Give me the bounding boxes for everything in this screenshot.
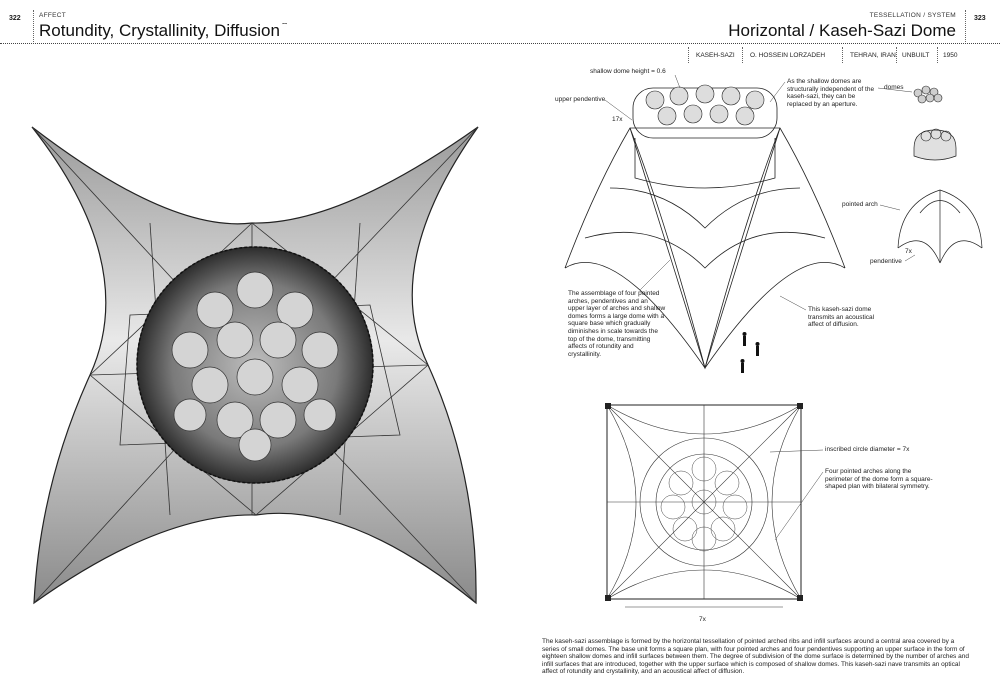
dimension-7x-small: 7x <box>905 248 912 255</box>
left-header-divider <box>33 10 34 42</box>
annotation-pointed-arch: pointed arch <box>842 201 878 208</box>
meta-status: UNBUILT <box>902 52 930 59</box>
meta-sep <box>937 47 938 63</box>
right-page-title: Horizontal / Kaseh-Sazi Dome <box>728 21 956 40</box>
annotation-domes: domes <box>884 84 904 91</box>
project-meta-row <box>688 47 968 65</box>
header-rule <box>0 43 1000 44</box>
annotation-circle-diameter: inscribed circle diameter = 7x <box>825 446 910 453</box>
annotation-assemblage: The assemblage of four pointed arches, pendentives and an upper layer of arches and shallow domes forms a large dome with a square base which gradually diminishes in scale towards the top of the dome, transmitting affects of rotundity and crystallinity. <box>568 290 666 358</box>
dimension-7x-plan: 7x <box>699 616 706 623</box>
rss-icon: ⌔ <box>280 21 289 30</box>
left-page-number: 322 <box>9 15 21 22</box>
meta-location: TEHRAN, IRAN <box>850 52 896 59</box>
meta-sep <box>742 47 743 63</box>
right-section-label: TESSELLATION / SYSTEM <box>869 12 956 19</box>
meta-sep <box>688 47 689 63</box>
annotation-dome-height: shallow dome height = 0.6 <box>590 68 666 75</box>
annotation-upper-pendentive: upper pendentive <box>555 96 606 103</box>
meta-architect: O. HOSSEIN LORZADEH <box>750 52 826 59</box>
right-page-number: 323 <box>974 15 986 22</box>
body-caption: The kaseh-sazi assemblage is formed by the horizontal tessellation of pointed arched ribs and infill surfaces around a central area covered by a series of small domes. The base unit forms a square plan, with four pointed arches and four pendentives supporting an upper surface in the form of eighteen shallow domes and infill surfaces between them. The degree of subdivision of the dome surface is determined by the number of arches and infill surfaces that are introduced, together with the upper surface which is composed of shallow domes. This kaseh-sazi nave transmits an optical affect of rotundity and crystallinity, and an acoustical affect of diffusion. <box>542 638 969 676</box>
annotation-shallow-domes: As the shallow domes are structurally independent of the kaseh-sazi, they can be replaced by an aperture. <box>787 78 875 108</box>
meta-year: 1950 <box>943 52 958 59</box>
dome-render-image <box>20 115 490 615</box>
annotation-plan: Four pointed arches along the perimeter of the dome form a square-shaped plan with bilateral symmetry. <box>825 468 933 491</box>
component-diagrams <box>880 78 995 268</box>
plan-drawing <box>605 403 803 613</box>
dimension-17x: 17x <box>612 116 623 123</box>
annotation-pendentive: pendentive <box>870 258 902 265</box>
left-section-label: AFFECT <box>39 12 67 19</box>
meta-sep <box>896 47 897 63</box>
annotation-diffusion: This kaseh-sazi dome transmits an acoustical affect of diffusion. <box>808 306 875 329</box>
right-header-divider <box>965 10 966 42</box>
meta-technique: KASEH-SAZI <box>696 52 735 59</box>
left-page-title: Rotundity, Crystallinity, Diffusion⌔ <box>39 21 289 40</box>
meta-sep <box>842 47 843 63</box>
